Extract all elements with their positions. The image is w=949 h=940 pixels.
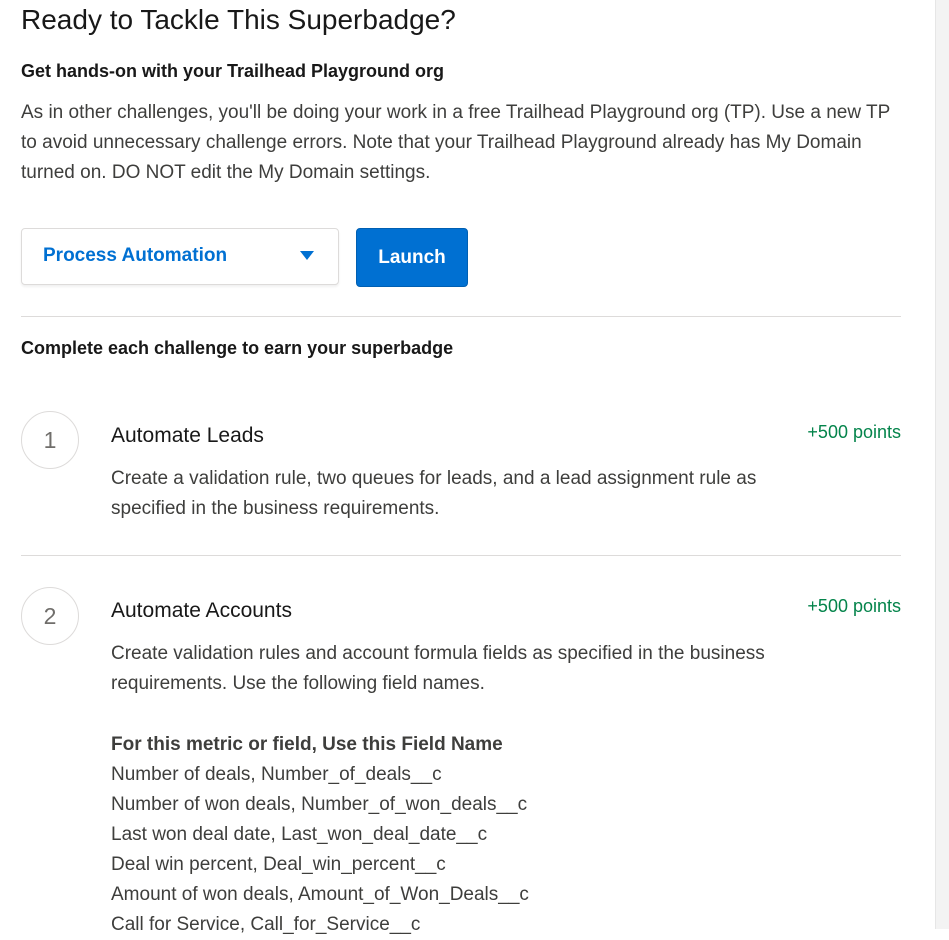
step-number: 1 [21,411,79,469]
divider [21,555,901,556]
field-list-item: Call for Service, Call_for_Service__c [111,914,421,935]
points-badge: +500 points [807,422,901,442]
launch-button[interactable]: Launch [356,228,468,287]
challenge-title: Automate Accounts [111,599,292,622]
challenge-description: Create validation rules and account formula fields as specified in the business requirements. Use the following field names. [111,643,765,694]
intro-paragraph: As in other challenges, you'll be doing your work in a free Trailhead Playground org (TP). Use a new TP to avoid unnecessary challenge errors. Note that your Trailhead Playground already has My Domain turned on. DO NOT edit the My Domain settings. [21,102,890,183]
field-list-item: Deal win percent, Deal_win_percent__c [111,854,446,875]
challenge-description: Create a validation rule, two queues for leads, and a lead assignment rule as specified in the business requirements. [111,468,757,519]
points-badge: +500 points [807,596,901,616]
field-name-list [111,730,529,940]
scrollbar[interactable] [935,0,949,929]
page-title: Ready to Tackle This Superbadge? [21,4,456,35]
challenges-heading: Complete each challenge to earn your superbadge [21,338,454,358]
org-picker-dropdown[interactable] [21,228,339,285]
chevron-down-icon [300,251,314,260]
challenge-title: Automate Leads [111,424,264,447]
step-number: 2 [21,587,79,645]
org-picker-selected: Process Automation [43,245,228,266]
divider [21,316,901,317]
field-list-item: Amount of won deals, Amount_of_Won_Deals__c [111,884,529,905]
field-list-item: Number of won deals, Number_of_won_deals__c [111,794,528,815]
field-list-header: For this metric or field, Use this Field Name [111,734,503,755]
playground-subtitle: Get hands-on with your Trailhead Playground org [21,61,445,81]
field-list-item: Number of deals, Number_of_deals__c [111,764,442,785]
field-list-item: Last won deal date, Last_won_deal_date__c [111,824,488,845]
